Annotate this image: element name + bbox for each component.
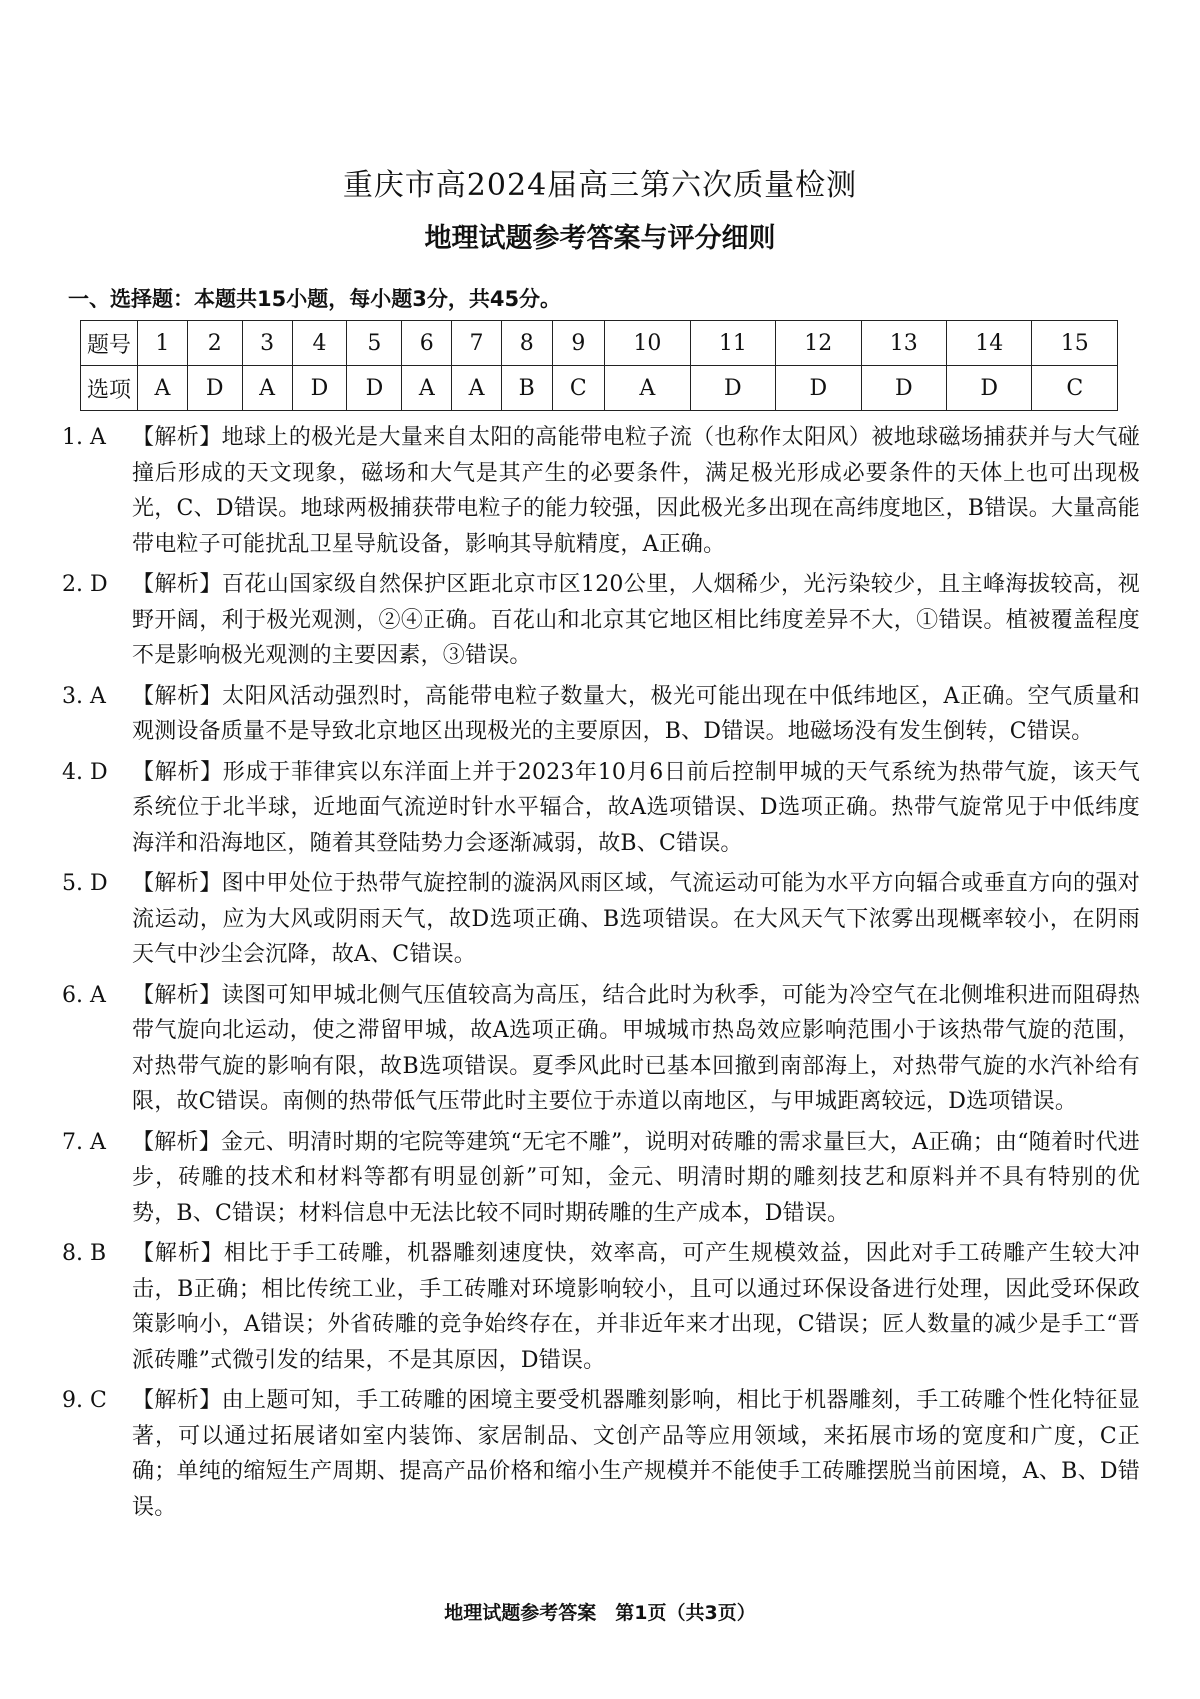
answer-option: B bbox=[501, 366, 552, 411]
answer-option: D bbox=[776, 366, 861, 411]
row-label-option: 选项 bbox=[81, 366, 138, 411]
document-subtitle: 地理试题参考答案与评分细则 bbox=[424, 223, 776, 254]
explanation-number: 8. B bbox=[62, 1241, 107, 1266]
question-number: 2 bbox=[187, 321, 242, 366]
explanation-number: 1. A bbox=[62, 425, 106, 450]
explanation-item bbox=[62, 1125, 1140, 1232]
explanation-item bbox=[62, 420, 1140, 562]
answer-option: A bbox=[402, 366, 452, 411]
answer-option: A bbox=[242, 366, 292, 411]
explanation-item bbox=[62, 755, 1140, 862]
question-number: 13 bbox=[861, 321, 946, 366]
explanation-item bbox=[62, 866, 1140, 973]
explanation-text: 【解析】由上题可知，手工砖雕的困境主要受机器雕刻影响，相比于机器雕刻，手工砖雕个性化特征显著，可以通过拓展诸如室内装饰、家居制品、文创产品等应用领域，来拓展市场的宽度和广度，C正确；单纯的缩短生产周期、提高产品价格和缩小生产规模并不能使手工砖雕摆脱当前困境，A、B、D错误。 bbox=[132, 1388, 1140, 1520]
question-number: 14 bbox=[947, 321, 1032, 366]
question-number: 3 bbox=[242, 321, 292, 366]
question-number: 5 bbox=[347, 321, 402, 366]
answer-option: C bbox=[1032, 366, 1118, 411]
explanation-number: 3. A bbox=[62, 683, 106, 709]
answer-table-number-row bbox=[81, 321, 1118, 366]
question-number: 10 bbox=[605, 321, 690, 366]
question-number: 7 bbox=[452, 321, 502, 366]
explanation-number: 6. A bbox=[62, 982, 106, 1008]
explanation-text: 【解析】相比于手工砖雕，机器雕刻速度快，效率高，可产生规模效益，因此对手工砖雕产生较大冲击，B正确；相比传统工业，手工砖雕对环境影响较小，且可以通过环保设备进行处理，因此受环保政策影响小，A错误；外省砖雕的竞争始终存在，并非近年来才出现，C错误；匠人数量的减少是手工“晋派砖雕”式微引发的结果，不是其原因，D错误。 bbox=[132, 1241, 1140, 1373]
answer-table bbox=[80, 320, 1118, 411]
question-number: 1 bbox=[138, 321, 188, 366]
answer-option: D bbox=[347, 366, 402, 411]
explanation-text: 【解析】地球上的极光是大量来自太阳的高能带电粒子流（也称作太阳风）被地球磁场捕获并与大气碰撞后形成的天文现象，磁场和大气是其产生的必要条件，满足极光形成必要条件的天体上也可出现极光，C、D错误。地球两极捕获带电粒子的能力较强，因此极光多出现在高纬度地区，B错误。大量高能带电粒子可能扰乱卫星导航设备，影响其导航精度，A正确。 bbox=[132, 425, 1140, 557]
explanation-number: 9. C bbox=[62, 1388, 107, 1413]
explanation-item bbox=[62, 567, 1140, 674]
explanation-text: 【解析】读图可知甲城北侧气压值较高为高压，结合此时为秋季，可能为冷空气在北侧堆积进而阻碍热带气旋向北运动，使之滞留甲城，故A选项正确。甲城城市热岛效应影响范围小于该热带气旋的范围，对热带气旋的影响有限，故B选项错误。夏季风此时已基本回撤到南部海上，对热带气旋的水汽补给有限，故C错误。南侧的热带低气压带此时主要位于赤道以南地区，与甲城距离较远，D选项错误。 bbox=[132, 982, 1140, 1114]
explanation-text: 【解析】金元、明清时期的宅院等建筑“无宅不雕”，说明对砖雕的需求量巨大，A正确；由“随着时代进步，砖雕的技术和材料等都有明显创新”可知，金元、明清时期的雕刻技艺和原料并不具有特别的优势，B、C错误；材料信息中无法比较不同时期砖雕的生产成本，D错误。 bbox=[132, 1129, 1140, 1226]
explanation-item bbox=[62, 1383, 1140, 1525]
explanation-item bbox=[62, 1236, 1140, 1378]
question-number: 8 bbox=[501, 321, 552, 366]
explanation-number: 7. A bbox=[62, 1129, 106, 1155]
explanation-list bbox=[62, 420, 1140, 1530]
answer-option: D bbox=[292, 366, 347, 411]
question-number: 4 bbox=[292, 321, 347, 366]
page-footer: 地理试题参考答案 第1页（共3页） bbox=[444, 1602, 756, 1624]
answer-option: A bbox=[452, 366, 502, 411]
question-number: 9 bbox=[552, 321, 605, 366]
row-label-question: 题号 bbox=[81, 321, 138, 366]
answer-option: D bbox=[861, 366, 946, 411]
explanation-text: 【解析】太阳风活动强烈时，高能带电粒子数量大，极光可能出现在中低纬地区，A正确。空气质量和观测设备质量不是导致北京地区出现极光的主要原因，B、D错误。地磁场没有发生倒转，C错误。 bbox=[132, 683, 1140, 744]
answer-option: C bbox=[552, 366, 605, 411]
explanation-item bbox=[62, 978, 1140, 1120]
explanation-text: 【解析】图中甲处位于热带气旋控制的漩涡风雨区域，气流运动可能为水平方向辐合或垂直方向的强对流运动，应为大风或阴雨天气，故D选项正确、B选项错误。在大风天气下浓雾出现概率较小，在阴雨天气中沙尘会沉降，故A、C错误。 bbox=[132, 871, 1140, 967]
answer-option: A bbox=[605, 366, 690, 411]
explanation-item bbox=[62, 679, 1140, 750]
explanation-number: 4. D bbox=[62, 759, 108, 785]
question-number: 11 bbox=[690, 321, 775, 366]
question-number: 6 bbox=[402, 321, 452, 366]
section-heading: 一、选择题：本题共15小题，每小题3分，共45分。 bbox=[68, 287, 562, 311]
explanation-text: 【解析】百花山国家级自然保护区距北京市区120公里，人烟稀少，光污染较少，且主峰海拔较高，视野开阔，利于极光观测，②④正确。百花山和北京其它地区相比纬度差异不大，①错误。植被覆盖程度不是影响极光观测的主要因素，③错误。 bbox=[132, 572, 1140, 668]
document-title: 重庆市高2024届高三第六次质量检测 bbox=[342, 168, 858, 203]
question-number: 12 bbox=[776, 321, 861, 366]
answer-table-answer-row bbox=[81, 366, 1118, 411]
explanation-number: 5. D bbox=[62, 871, 108, 896]
answer-option: D bbox=[187, 366, 242, 411]
answer-option: D bbox=[690, 366, 775, 411]
explanation-number: 2. D bbox=[62, 572, 108, 597]
answer-option: D bbox=[947, 366, 1032, 411]
explanation-text: 【解析】形成于菲律宾以东洋面上并于2023年10月6日前后控制甲城的天气系统为热带气旋，该天气系统位于北半球，近地面气流逆时针水平辐合，故A选项错误、D选项正确。热带气旋常见于中低纬度海洋和沿海地区，随着其登陆势力会逐渐减弱，故B、C错误。 bbox=[132, 759, 1140, 856]
question-number: 15 bbox=[1032, 321, 1118, 366]
answer-option: A bbox=[138, 366, 188, 411]
